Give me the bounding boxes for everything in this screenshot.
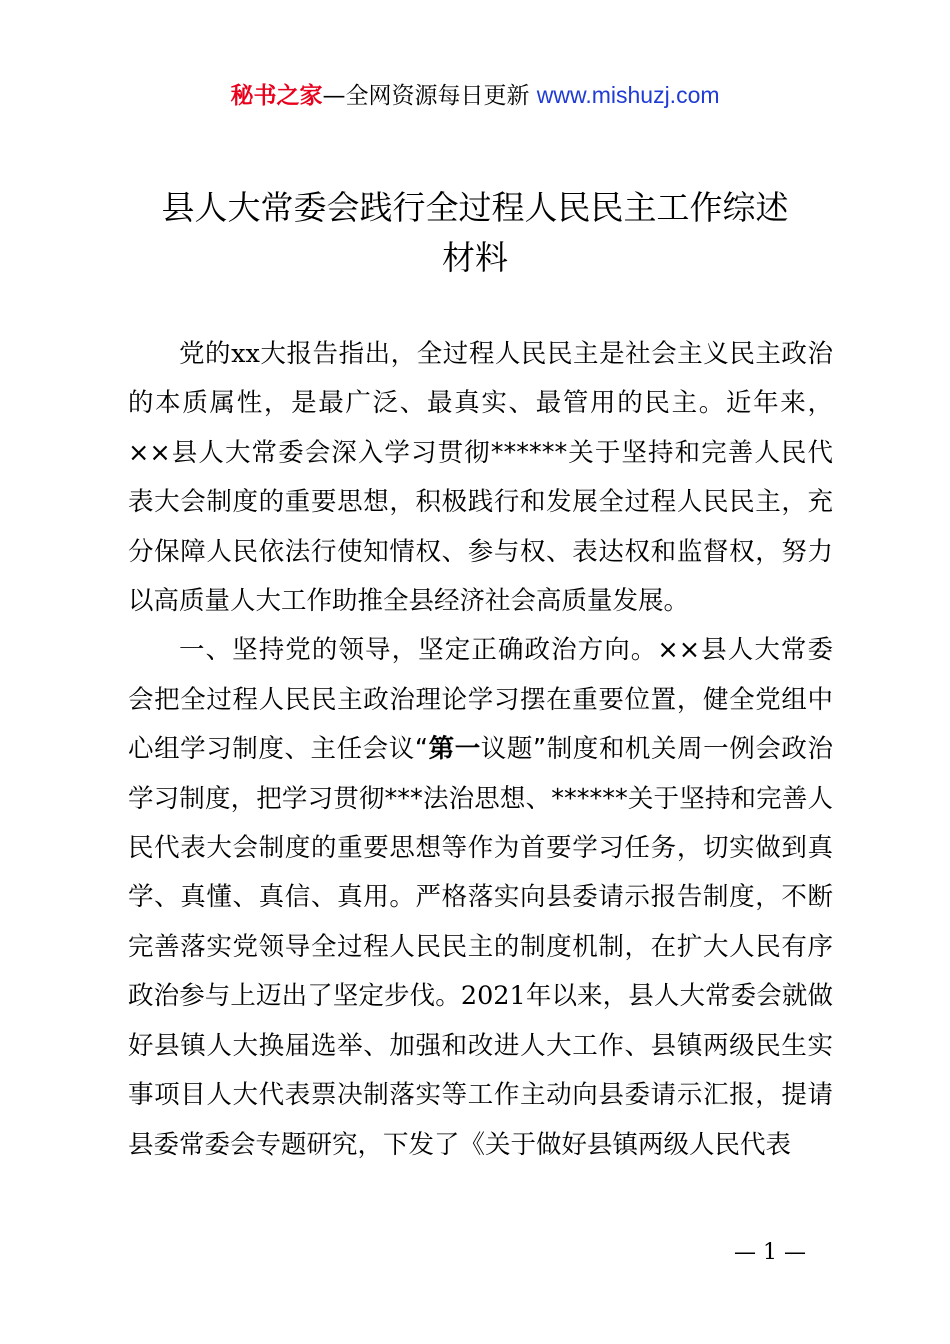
document-body	[128, 330, 833, 1170]
section-1-text-a: ××县人大常委会把全过程人民民主政治理论学习摆在重要位置，健全党组中心组学习制度、主任会议“	[128, 635, 833, 765]
intro-text-b: 大报告指出，全过程人民民主是社会主义民主政治的本质属性，是最广泛、最真实、最管用的民主。近年来，××县人大常委会深入学习贯彻******关于坚持和完善人民代表大会制度的重要思想，积极践行和发展全过程人民民主，充分保障人民依法行使知情权、参与权、表达权和监督权，努力以高质量人大工作助推全县经济社会高质量发展。	[128, 339, 833, 617]
section-1-year: 2021	[460, 981, 526, 1012]
section-1-bold-text: 第一	[428, 734, 481, 765]
site-header	[0, 78, 950, 113]
paragraph-intro	[128, 330, 833, 626]
section-1-heading: 一、坚持党的领导，坚定正确政治方向。	[179, 635, 658, 666]
title-line-2: 材料	[442, 238, 508, 277]
header-tagline: —全网资源每日更新	[322, 83, 530, 109]
page-number: — 1 —	[734, 1240, 806, 1265]
site-url-link[interactable]: www.mishuzj.com	[536, 82, 720, 108]
intro-text-a: 党的	[179, 339, 232, 369]
title-line-1: 县人大常委会践行全过程人民民主工作综述	[161, 188, 789, 227]
document-title	[110, 183, 840, 283]
intro-text-xx: xx	[231, 339, 260, 369]
section-1-text-b: 议题”制度和机关周一例会政治学习制度，把学习贯彻***法治思想、******关于坚持和完善人民代表大会制度的重要思想等作为首要学习任务，切实做到真学、真懂、真信、真用。严格落实向县委请示报告制度，不断完善落实党领导全过程人民民主的制度机制，在扩大人民有序政治参与上迈出了坚定步伐。	[128, 734, 833, 1012]
paragraph-section-1	[128, 626, 833, 1169]
brand-name: 秘书之家	[230, 83, 323, 109]
section-1-text-c: 年以来，县人大常委会就做好县镇人大换届选举、加强和改进人大工作、县镇两级民生实事项目人大代表票决制落实等工作主动向县委请示汇报，提请县委常委会专题研究，下发了《关于做好县镇两级人民代表	[128, 981, 833, 1160]
